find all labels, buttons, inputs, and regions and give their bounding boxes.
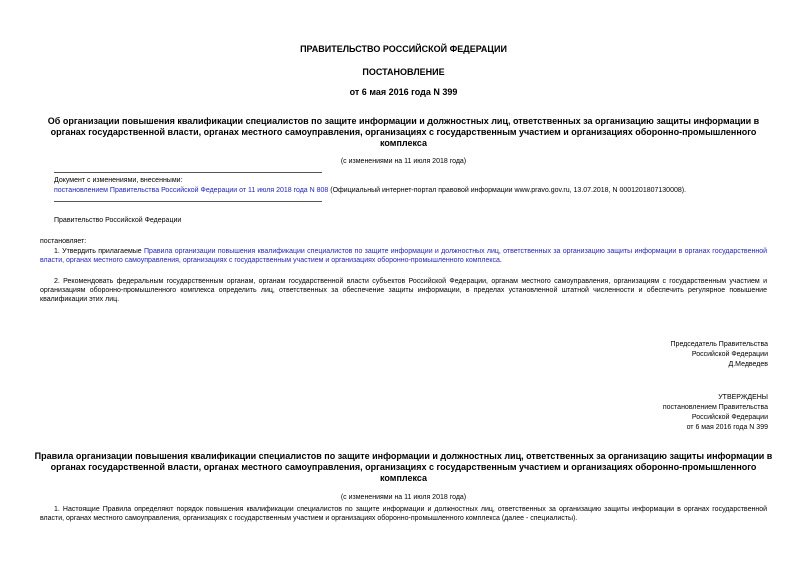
rules-changes-note: (с изменениями на 11 июля 2018 года) — [340, 494, 467, 501]
decrees-text: постановляет: — [40, 238, 87, 245]
signature-title: Председатель Правительства — [670, 341, 768, 348]
decree-item-1-suffix: . — [499, 257, 502, 264]
rules-link[interactable]: Правила организации повышения квалификации специалистов по защите информации и должностных лиц, ответственных за организацию защиты информации в органах государственной власти, органах местного самоуправления, организациях с государственным участием и организациях оборонно-промышленного комплекса — [40, 248, 768, 264]
decree-item-1 — [40, 247, 767, 265]
approved-country: Российской Федерации — [691, 414, 768, 421]
rules-item-1: 1. Настоящие Правила определяют порядок повышения квалификации специалистов по защите информации и должностных лиц, ответственных за организацию защиты информации в органах государственной власти, органах местного самоуправления, организациях с государственным участием и организациях оборонно-промышленного комплекса (далее - специалисты). — [40, 506, 767, 522]
amendments-label: Документ с изменениями, внесенными: — [54, 177, 183, 184]
issuer-text: Правительство Российской Федерации — [54, 217, 182, 224]
amendments-line — [54, 186, 686, 195]
amendment-source: (Официальный интернет-портал правовой информации www.pravo.gov.ru, 13.07.2018, N 0001201807130008). — [328, 187, 687, 194]
signature-name: Д.Медведев — [728, 361, 768, 368]
changes-note: (с изменениями на 11 июля 2018 года) — [340, 158, 467, 165]
rules-title-line-1: Правила организации повышения квалификации специалистов по защите информации и должностных лиц, ответственных за организацию защиты информации в — [34, 451, 773, 461]
approved-label: УТВЕРЖДЕНЫ — [718, 394, 768, 401]
approved-date: от 6 мая 2016 года N 399 — [686, 424, 768, 431]
rules-title-line-3: комплекса — [380, 473, 427, 483]
government-heading: ПРАВИТЕЛЬСТВО РОССИЙСКОЙ ФЕДЕРАЦИИ — [300, 44, 507, 54]
title-line-3: комплекса — [380, 138, 427, 148]
decree-item-1-prefix: 1. Утвердить прилагаемые — [54, 248, 145, 255]
date-number: от 6 мая 2016 года N 399 — [349, 87, 458, 97]
decree-item-2: 2. Рекомендовать федеральным государственным органам, органам государственной власти субъектов Российской Федерации, органам местного самоуправления, организациям с государственным участием и организациям оборонно-промышленного комплекса определить лиц, ответственных за обеспечение защиты информации, в пределах установленной штатной численности и обеспечить регулярное повышение квалификации этих лиц. — [40, 278, 767, 303]
approved-by: постановлением Правительства — [662, 404, 768, 411]
divider-bottom — [54, 201, 322, 202]
amendment-link[interactable]: постановлением Правительства Российской Федерации от 11 июля 2018 года N 808 — [54, 187, 329, 194]
title-line-2: органах государственной власти, органах местного самоуправления, организациях с государственным участием и организациях оборонно-промышленного — [50, 127, 757, 137]
signature-country: Российской Федерации — [691, 351, 768, 358]
doc-type-heading: ПОСТАНОВЛЕНИЕ — [362, 67, 445, 77]
rules-title-line-2: органах государственной власти, органах местного самоуправления, организациях с государственным участием и организациях оборонно-промышленного — [50, 462, 757, 472]
title-line-1: Об организации повышения квалификации специалистов по защите информации и должностных лиц, ответственных за организацию защиты информации в — [47, 116, 760, 126]
divider-top — [54, 172, 322, 173]
